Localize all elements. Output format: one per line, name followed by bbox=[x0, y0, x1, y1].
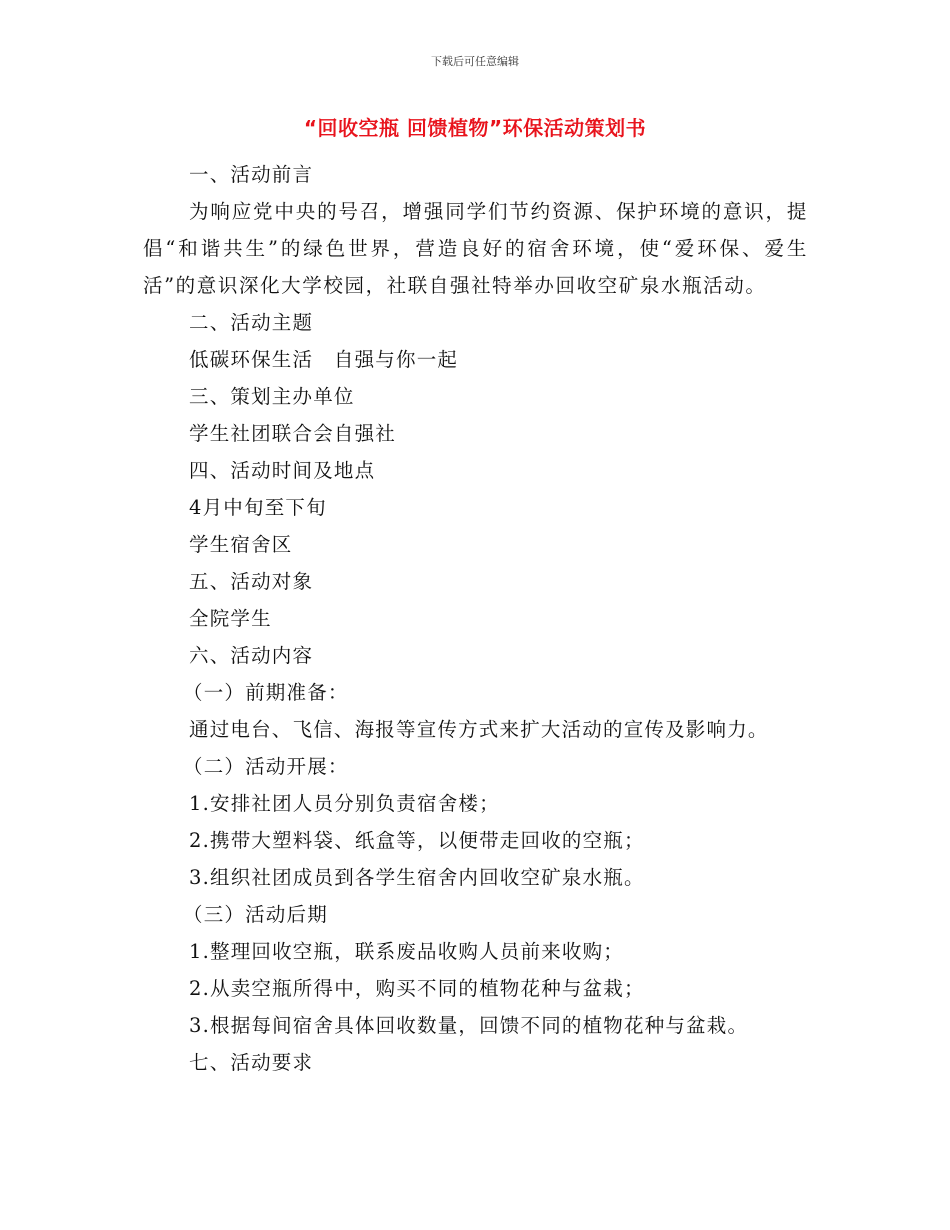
subsection-execution: （二）活动开展： bbox=[183, 755, 349, 778]
section-heading-preface: 一、活动前言 bbox=[189, 163, 314, 186]
audience-text: 全院学生 bbox=[189, 607, 272, 630]
list-item: 1.安排社团人员分别负责宿舍楼； bbox=[189, 792, 500, 815]
section-heading-theme: 二、活动主题 bbox=[189, 311, 314, 334]
section-heading-content: 六、活动内容 bbox=[189, 644, 314, 667]
time-text: 4月中旬至下旬 bbox=[189, 496, 327, 519]
list-item: 3.根据每间宿舍具体回收数量，回馈不同的植物花种与盆栽。 bbox=[189, 1014, 749, 1037]
list-item: 2.携带大塑料袋、纸盒等，以便带走回收的空瓶； bbox=[189, 829, 645, 852]
preface-paragraph: 为响应党中央的号召，增强同学们节约资源、保护环境的意识，提倡“和谐共生”的绿色世界，营造良好的宿舍环境，使“爱环保、爱生活”的意识深化大学校园，社联自强社特举办回收空矿泉水瓶活动。 bbox=[143, 200, 808, 297]
list-item: 2.从卖空瓶所得中，购买不同的植物花种与盆栽； bbox=[189, 977, 645, 1000]
subsection-preparation: （一）前期准备： bbox=[183, 681, 349, 704]
header-note: 下载后可任意编辑 bbox=[431, 55, 519, 68]
organizer-text: 学生社团联合会自强社 bbox=[189, 422, 397, 445]
document-body bbox=[143, 156, 808, 1081]
document-title: “回收空瓶 回馈植物”环保活动策划书 bbox=[303, 116, 647, 140]
section-heading-time-place: 四、活动时间及地点 bbox=[189, 459, 376, 482]
subsection-followup: （三）活动后期 bbox=[183, 903, 328, 926]
theme-text: 低碳环保生活 自强与你一起 bbox=[189, 348, 459, 371]
list-item: 1.整理回收空瓶，联系废品收购人员前来收购； bbox=[189, 940, 625, 963]
section-heading-organizer: 三、策划主办单位 bbox=[189, 385, 355, 408]
section-heading-requirements: 七、活动要求 bbox=[189, 1051, 314, 1074]
list-item: 3.组织社团成员到各学生宿舍内回收空矿泉水瓶。 bbox=[189, 866, 645, 889]
section-heading-audience: 五、活动对象 bbox=[189, 570, 314, 593]
place-text: 学生宿舍区 bbox=[189, 533, 293, 556]
preparation-text: 通过电台、飞信、海报等宣传方式来扩大活动的宣传及影响力。 bbox=[189, 718, 769, 741]
